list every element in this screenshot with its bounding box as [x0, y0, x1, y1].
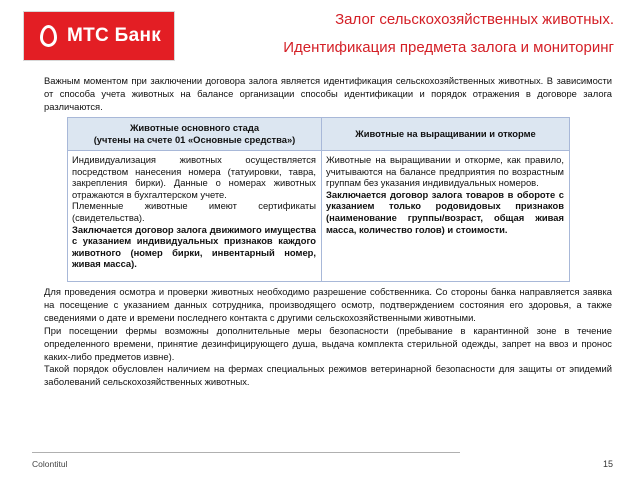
inspection-paragraph-1: Для проведения осмотра и проверки животных необходимо разрешение собственника. Со стороны банка направляется заявка на посещение с указанием данных сотрудника, производящего осмотр, подтверждением состояния его здоровья, а также сведениями о дате и времени последнего контакта с другими сельскохозяйственными животными.: [44, 286, 612, 323]
inspection-paragraph-2: При посещении фермы возможны дополнительные меры безопасности (пребывание в карантинной зоне в течение определенного времени, принятие дезинфицирующего душа, выдача комплекта стерильной одежды, запрет на ввоз и пронос каких-либо предметов извне).: [44, 324, 612, 362]
fattening-accounting-text: Животные на выращивании и откорме, как правило, учитываются на балансе предприятия по возрастным группам без указания индивидуальных номеров.: [326, 154, 564, 189]
slide-subtitle: Идентификация предмета залога и мониторинг: [283, 39, 614, 56]
page-number: 15: [602, 459, 613, 469]
logo-text: МТС Банк: [67, 25, 162, 46]
main-herd-identification-text: Индивидуализация животных осуществляется посредством нанесения номера (татуировки, тавра, закрепления бирки). Данные о номерах животных отражаются в бухгалтерском учете.: [72, 154, 316, 200]
table-cell-fattening: [322, 151, 570, 282]
fattening-contract-text: Заключается договор залога товаров в обороте с указанием только родовидовых признаков (наименование группы/возраст, общая живая масса, количество голов) и стоимости.: [326, 188, 564, 235]
comparison-table: [67, 117, 570, 282]
intro-paragraph: Важным моментом при заключении договора залога является идентификация сельскохозяйственных животных. В зависимости от способа учета животных на балансе организации способы идентификации и порядок отражения в договоре залога различаются.: [44, 75, 612, 112]
footer-text: Colontitul: [32, 459, 68, 469]
main-herd-contract-text: Заключается договор залога движимого имущества с указанием индивидуальных признаков каждого животного (номер бирки, инвентарный номер, живая масса).: [72, 223, 316, 270]
table-cell-main-herd: [68, 151, 322, 282]
egg-logo-icon: [40, 25, 57, 47]
main-herd-certificates-text: Племенные животные имеют сертификаты (свидетельства).: [72, 200, 316, 223]
inspection-section: [44, 286, 612, 389]
header-main-herd-line1: Животные основного стада: [129, 122, 260, 133]
header-main-herd-line2: (учтены на счете 01 «Основные средства»): [93, 134, 296, 145]
footer-divider: [32, 452, 460, 453]
mts-bank-logo: [23, 11, 175, 61]
table-header-main-herd: [68, 118, 322, 151]
table-row: [68, 151, 570, 282]
table-header-row: [68, 118, 570, 151]
slide-title: Залог сельскохозяйственных животных.: [335, 11, 614, 28]
table-header-fattening: Животные на выращивании и откорме: [322, 118, 570, 151]
inspection-paragraph-3: Такой порядок обусловлен наличием на фермах специальных режимов ветеринарной безопасности для защиты от эпидемий заболеваний сельскохозяйственных животных.: [44, 363, 612, 388]
